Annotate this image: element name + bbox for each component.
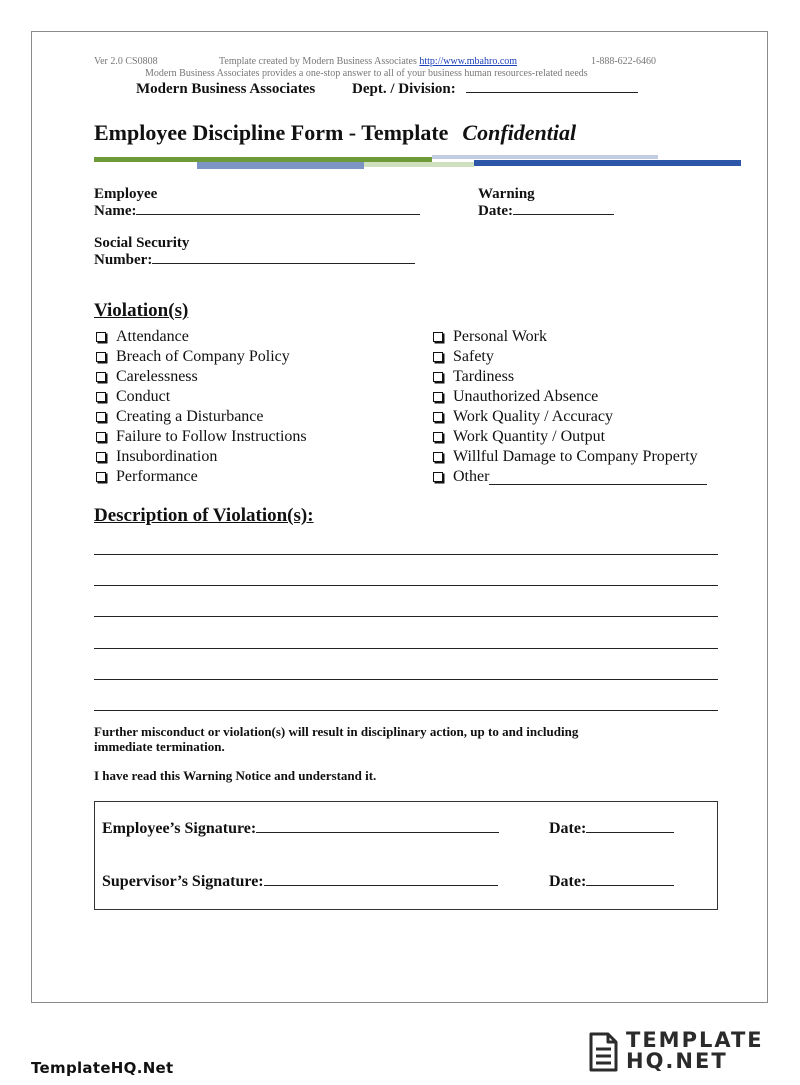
notice-line: Further misconduct or violation(s) will result in disciplinary action, up to and including	[94, 724, 579, 739]
logo-text	[626, 1030, 764, 1072]
checkbox[interactable]	[96, 392, 106, 402]
violation-label: Conduct	[116, 388, 171, 405]
checkbox[interactable]	[96, 372, 106, 382]
checkbox[interactable]	[433, 392, 443, 402]
employee-signature-field[interactable]	[102, 820, 499, 838]
number-label: Number:	[94, 252, 153, 268]
checkbox[interactable]	[433, 452, 443, 462]
ssn-field[interactable]	[94, 235, 415, 269]
violation-item[interactable]	[94, 347, 307, 367]
light-green-bar	[364, 162, 474, 167]
description-line[interactable]	[94, 679, 718, 680]
violation-label: Attendance	[116, 328, 189, 345]
violation-item[interactable]	[431, 387, 707, 407]
violation-item[interactable]	[431, 427, 707, 447]
violation-label: Carelessness	[116, 368, 198, 385]
violation-item[interactable]	[431, 367, 707, 387]
template-credit-text: Template created by Modern Business Associates	[219, 56, 417, 67]
supervisor-signature-line[interactable]	[264, 885, 498, 886]
description-line[interactable]	[94, 648, 718, 649]
notice-line: immediate termination.	[94, 739, 225, 754]
document-icon	[588, 1031, 620, 1073]
checkbox[interactable]	[96, 472, 106, 482]
phone-number: 1-888-622-6460	[591, 56, 656, 67]
supervisor-signature-field[interactable]	[102, 873, 498, 891]
description-line[interactable]	[94, 616, 718, 617]
light-blue-bar	[432, 155, 658, 159]
dark-blue-bar	[474, 160, 741, 166]
violation-item[interactable]	[94, 407, 307, 427]
violation-item[interactable]	[94, 427, 307, 447]
supervisor-date-line[interactable]	[586, 885, 674, 886]
blue-bar	[197, 162, 364, 169]
violation-label: Unauthorized Absence	[453, 388, 599, 405]
template-credit	[219, 56, 517, 67]
dept-division-field[interactable]	[352, 81, 638, 98]
confidential-label: Confidential	[462, 120, 577, 145]
violations-right-list	[431, 327, 707, 487]
supervisor-signature-label: Supervisor’s Signature:	[102, 873, 264, 890]
violation-label: Breach of Company Policy	[116, 348, 290, 365]
checkbox[interactable]	[96, 452, 106, 462]
employee-name-line[interactable]	[136, 214, 420, 215]
logo-line: HQ.NET	[626, 1049, 728, 1073]
warning-date-line[interactable]	[513, 214, 614, 215]
other-line[interactable]	[489, 470, 707, 485]
dept-division-label: Dept. / Division:	[352, 81, 456, 97]
violation-item[interactable]	[94, 447, 307, 467]
violation-label: Other	[453, 468, 490, 485]
description-line[interactable]	[94, 710, 718, 711]
checkbox[interactable]	[96, 412, 106, 422]
name-label: Name:	[94, 203, 137, 219]
violation-label: Performance	[116, 468, 198, 485]
employee-signature-line[interactable]	[256, 832, 499, 833]
description-line[interactable]	[94, 585, 718, 586]
violation-label: Creating a Disturbance	[116, 408, 264, 425]
company-name: Modern Business Associates	[136, 81, 316, 97]
violation-item[interactable]	[94, 327, 307, 347]
ssn-line[interactable]	[152, 263, 415, 264]
dept-division-line[interactable]	[466, 92, 638, 93]
date-label: Date:	[549, 820, 587, 837]
violation-item[interactable]	[94, 387, 307, 407]
checkbox[interactable]	[433, 352, 443, 362]
version-label: Ver 2.0 CS0808	[94, 56, 158, 67]
templatehq-logo	[588, 1030, 770, 1074]
checkbox[interactable]	[96, 432, 106, 442]
employee-name-field[interactable]	[94, 186, 420, 220]
supervisor-date-field[interactable]	[549, 873, 674, 891]
violation-item[interactable]	[431, 407, 707, 427]
footer-site-name: TemplateHQ.Net	[31, 1059, 174, 1077]
violation-item[interactable]	[431, 447, 707, 467]
checkbox[interactable]	[433, 332, 443, 342]
violation-label: Tardiness	[453, 368, 515, 385]
checkbox[interactable]	[96, 332, 106, 342]
checkbox[interactable]	[433, 432, 443, 442]
checkbox[interactable]	[96, 352, 106, 362]
violation-label: Personal Work	[453, 328, 547, 345]
violation-item-other[interactable]	[431, 467, 707, 487]
checkbox[interactable]	[433, 472, 443, 482]
checkbox[interactable]	[433, 412, 443, 422]
description-heading: Description of Violation(s):	[94, 505, 314, 526]
date-label: Date:	[549, 873, 587, 890]
violations-left-list	[94, 327, 307, 487]
warning-label: Warning	[478, 186, 535, 202]
website-link[interactable]: http://www.mbahro.com	[419, 56, 518, 67]
violation-label: Failure to Follow Instructions	[116, 428, 307, 445]
violation-item[interactable]	[94, 467, 307, 487]
violation-label: Work Quality / Accuracy	[453, 408, 613, 425]
acknowledge-text: I have read this Warning Notice and understand it.	[94, 768, 377, 783]
ssn-label: Social Security	[94, 235, 190, 251]
company-tagline: Modern Business Associates provides a one-stop answer to all of your business human resources-related needs	[145, 68, 588, 79]
employee-label: Employee	[94, 186, 158, 202]
violation-label: Insubordination	[116, 448, 218, 465]
logo-line: TEMPLATE	[626, 1028, 764, 1052]
violation-label: Safety	[453, 348, 494, 365]
violations-heading: Violation(s)	[94, 300, 189, 321]
checkbox[interactable]	[433, 372, 443, 382]
warning-date-field[interactable]	[478, 186, 614, 220]
employee-signature-label: Employee’s Signature:	[102, 820, 257, 837]
date-label: Date:	[478, 203, 513, 219]
form-title-text: Employee Discipline Form - Template	[94, 120, 449, 145]
violation-item[interactable]	[431, 327, 707, 347]
violation-label: Work Quantity / Output	[453, 428, 606, 445]
violation-label: Willful Damage to Company Property	[453, 448, 698, 465]
misconduct-notice	[94, 724, 578, 754]
employee-date-line[interactable]	[586, 832, 674, 833]
form-title	[94, 120, 576, 146]
description-line[interactable]	[94, 554, 718, 555]
violation-item[interactable]	[94, 367, 307, 387]
employee-date-field[interactable]	[549, 820, 674, 838]
violation-item[interactable]	[431, 347, 707, 367]
signature-box	[94, 801, 718, 910]
